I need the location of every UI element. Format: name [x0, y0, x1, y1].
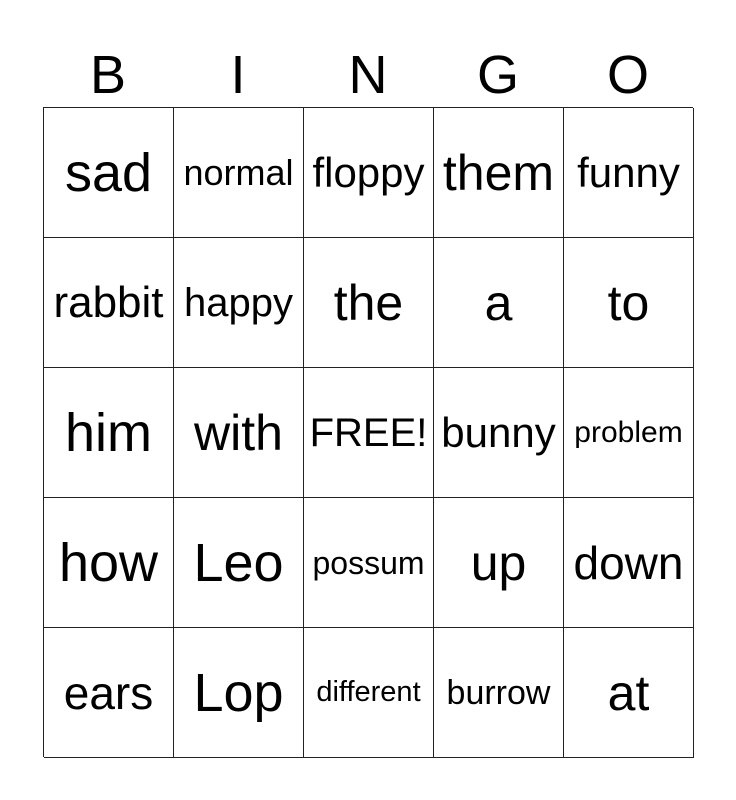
- header-letter-i: I: [230, 45, 246, 105]
- bingo-cell[interactable]: bunny: [434, 368, 564, 498]
- bingo-card: [43, 107, 693, 757]
- free-space-cell[interactable]: FREE!: [304, 368, 434, 498]
- bingo-cell[interactable]: normal: [174, 108, 304, 238]
- header-letter-n: N: [348, 45, 388, 105]
- header-letter-o: O: [606, 45, 649, 105]
- bingo-cell[interactable]: ears: [44, 628, 174, 758]
- bingo-cell[interactable]: at: [564, 628, 694, 758]
- bingo-cell[interactable]: problem: [564, 368, 694, 498]
- bingo-cell[interactable]: with: [174, 368, 304, 498]
- bingo-cell[interactable]: them: [434, 108, 564, 238]
- header-letter-b: B: [89, 45, 127, 105]
- header-letter-g: G: [476, 45, 519, 105]
- bingo-cell[interactable]: the: [304, 238, 434, 368]
- bingo-cell[interactable]: different: [304, 628, 434, 758]
- bingo-cell[interactable]: him: [44, 368, 174, 498]
- bingo-header: [43, 42, 693, 108]
- bingo-cell[interactable]: down: [564, 498, 694, 628]
- bingo-cell[interactable]: Leo: [174, 498, 304, 628]
- bingo-cell[interactable]: a: [434, 238, 564, 368]
- bingo-cell[interactable]: possum: [304, 498, 434, 628]
- bingo-cell[interactable]: floppy: [304, 108, 434, 238]
- bingo-cell[interactable]: burrow: [434, 628, 564, 758]
- bingo-cell[interactable]: sad: [44, 108, 174, 238]
- bingo-cell[interactable]: up: [434, 498, 564, 628]
- bingo-cell[interactable]: happy: [174, 238, 304, 368]
- bingo-cell[interactable]: rabbit: [44, 238, 174, 368]
- bingo-cell[interactable]: Lop: [174, 628, 304, 758]
- bingo-cell[interactable]: funny: [564, 108, 694, 238]
- bingo-cell[interactable]: to: [564, 238, 694, 368]
- bingo-cell[interactable]: how: [44, 498, 174, 628]
